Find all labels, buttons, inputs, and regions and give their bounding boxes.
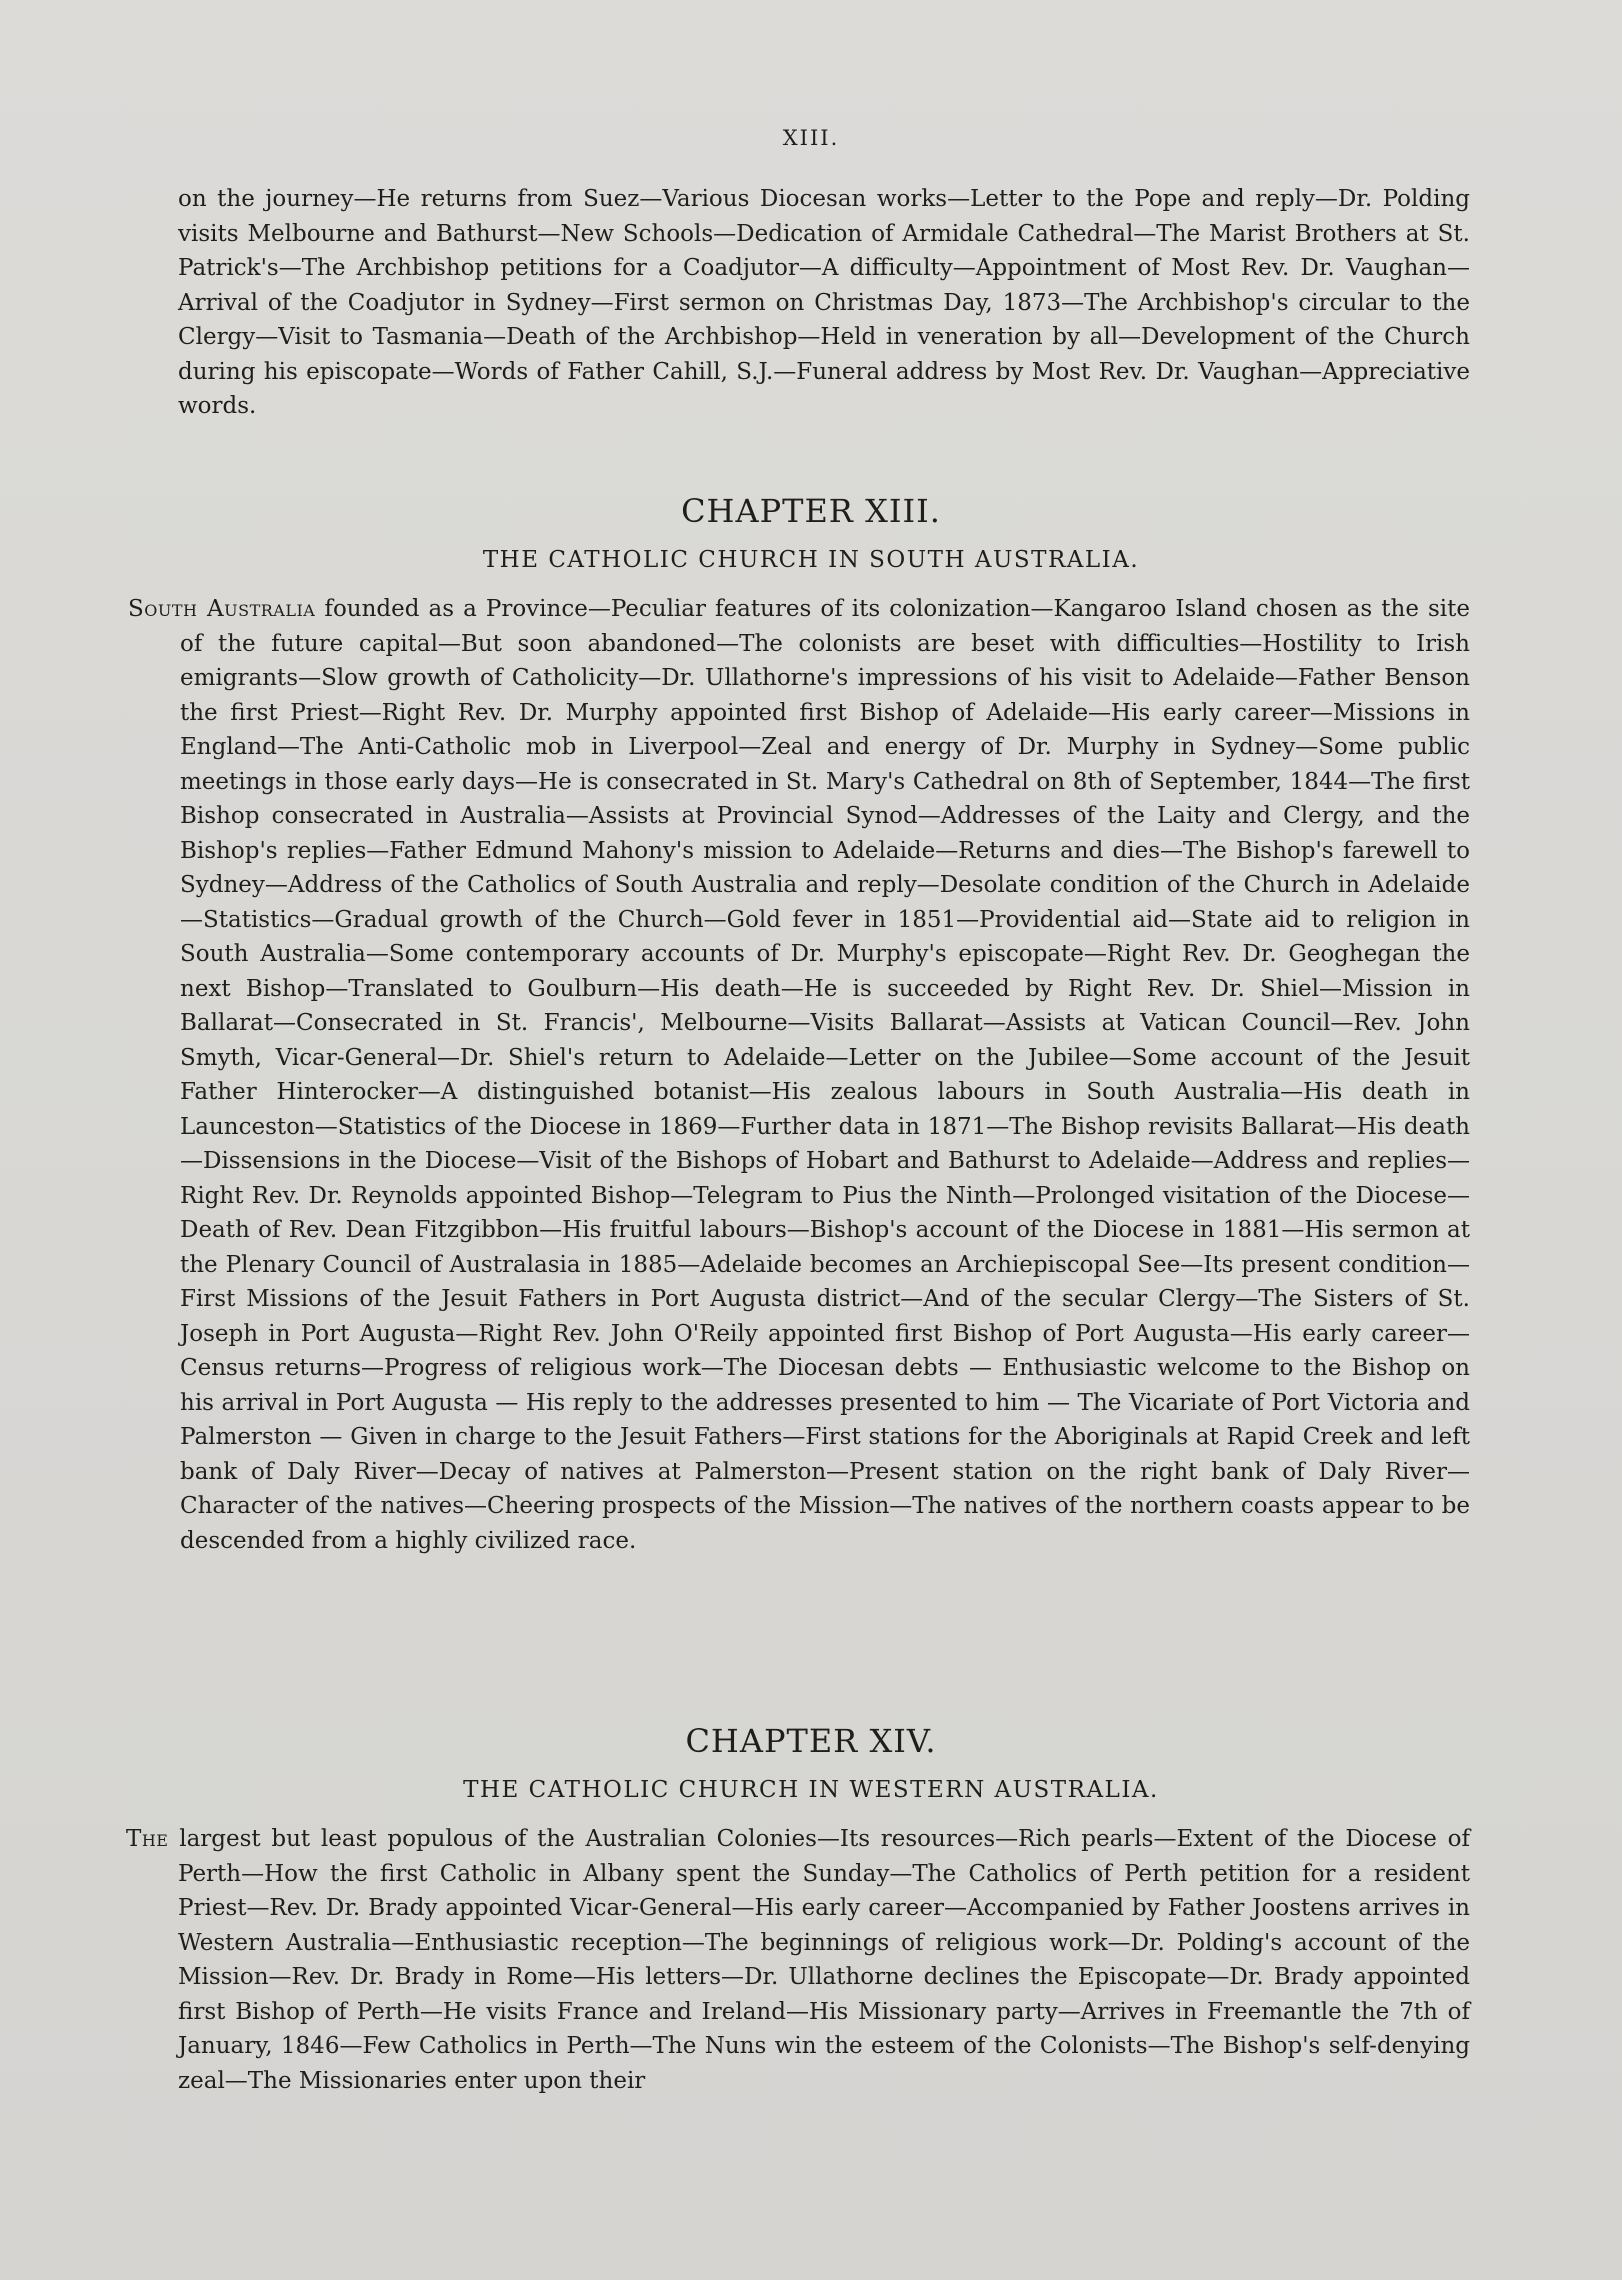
chapter-xiv-heading: CHAPTER XIV. (685, 1722, 937, 1760)
continued-synopsis-paragraph: on the journey—He returns from Suez—Various Diocesan works—Letter to the Pope and reply—Dr. Polding visits Melbourne and Bathurst—New Schools—Dedication of Armidale Cathedral—The Marist Brothers at St. Patrick's—The Archbishop petitions for a Coadjutor—A difficulty—Appointment of Most Rev. Dr. Vaughan—Arrival of the Coadjutor in Sydney—First sermon on Christmas Day, 1873—The Archbishop's circular to the Clergy—Visit to Tasmania—Death of the Archbishop—Held in veneration by all—Development of the Church during his episcopate—Words of Father Cahill, S.J.—Funeral address by Most Rev. Dr. Vaughan—Appreciative words. (178, 186, 1470, 419)
chapter-xiv-subtitle: THE CATHOLIC CHURCH IN WESTERN AUSTRALIA. (463, 1777, 1159, 1803)
chapter-xiii-subtitle: THE CATHOLIC CHURCH IN SOUTH AUSTRALIA. (482, 547, 1140, 573)
chapter-xiii-heading: CHAPTER XIII. (681, 492, 941, 530)
chapter-xiv-lead-words: The (126, 1826, 169, 1852)
chapter-xiii-synopsis-text: founded as a Province—Peculiar features of its colonization—Kangaroo Island chosen as the site of the future capital—But soon abandoned—The colonists are beset with difficulties—Hostility to Irish emigrants—Slow growth of Catholicity—Dr. Ullathorne's impressions of his visit to Adelaide—Father Benson the first Priest—Right Rev. Dr. Murphy appointed first Bishop of Adelaide—His early career—Missions in England—The Anti-Catholic mob in Liverpool—Zeal and energy of Dr. Murphy in Sydney—Some public meetings in those early days—He is consecrated in St. Mary's Cathedral on 8th of September, 1844—The first Bishop consecrated in Australia—Assists at Provincial Synod—Addresses of the Laity and Clergy, and the Bishop's replies—Father Edmund Mahony's mission to Adelaide—Returns and dies—The Bishop's farewell to Sydney—Address of the Catholics of South Australia and reply—Desolate condition of the Church in Adelaide—Statistics—Gradual growth of the Church—Gold fever in 1851—Providential aid—State aid to religion in South Australia—Some contemporary accounts of Dr. Murphy's episcopate—Right Rev. Dr. Geoghegan the next Bishop—Translated to Goulburn—His death—He is succeeded by Right Rev. Dr. Shiel—Mission in Ballarat—Consecrated in St. Francis', Melbourne—Visits Ballarat—Assists at Vatican Council—Rev. John Smyth, Vicar-General—Dr. Shiel's return to Adelaide—Letter on the Jubilee—Some account of the Jesuit Father Hinterocker—A distinguished botanist—His zealous labours in South Australia—His death in Launceston—Statistics of the Diocese in 1869—Further data in 1871—The Bishop revisits Ballarat—His death—Dissensions in the Diocese—Visit of the Bishops of Hobart and Bathurst to Adelaide—Address and replies—Right Rev. Dr. Reynolds appointed Bishop—Telegram to Pius the Ninth—Prolonged visitation of the Diocese—Death of Rev. Dean Fitzgibbon—His fruitful labours—Bishop's account of the Diocese in 1881—His sermon at the Plenary Council of Australasia in 1885—Adelaide becomes an Archiepiscopal See—Its present condition—First Missions of the Jesuit Fathers in Port Augusta district—And of the secular Clergy—The Sisters of St. Joseph in Port Augusta—Right Rev. John O'Reily appointed first Bishop of Port Augusta—His early career—Census returns—Progress of religious work—The Diocesan debts — Enthusiastic welcome to the Bishop on his arrival in Port Augusta — His reply to the addresses presented to him — The Vicariate of Port Victoria and Palmerston — Given in charge to the Jesuit Fathers—First stations for the Aboriginals at Rapid Creek and left bank of Daly River—Decay of natives at Palmerston—Present station on the right bank of Daly River—Character of the natives—Cheering prospects of the Mission—The natives of the northern coasts appear to be descended from a highly civilized race. (180, 596, 1471, 1554)
chapter-xiv-synopsis-text: largest but least populous of the Australian Colonies—Its resources—Rich pearls—Extent of the Diocese of Perth—How the first Catholic in Albany spent the Sunday—The Catholics of Perth petition for a resident Priest—Rev. Dr. Brady appointed Vicar-General—His early career—Accompanied by Father Joostens arrives in Western Australia—Enthusiastic reception—The beginnings of religious work—Dr. Polding's account of the Mission—Rev. Dr. Brady in Rome—His letters—Dr. Ullathorne declines the Episcopate—Dr. Brady appointed first Bishop of Perth—He visits France and Ireland—His Missionary party—Arrives in Freemantle the 7th of January, 1846—Few Catholics in Perth—The Nuns win the esteem of the Colonists—The Bishop's self-denying zeal—The Missionaries enter upon their (168, 1826, 1470, 2094)
chapter-xiii-lead-words: South Australia (128, 596, 316, 622)
chapter-xiv-synopsis (126, 1822, 1470, 2098)
page-number: XIII. (782, 126, 840, 150)
chapter-xiii-synopsis (128, 592, 1470, 1558)
